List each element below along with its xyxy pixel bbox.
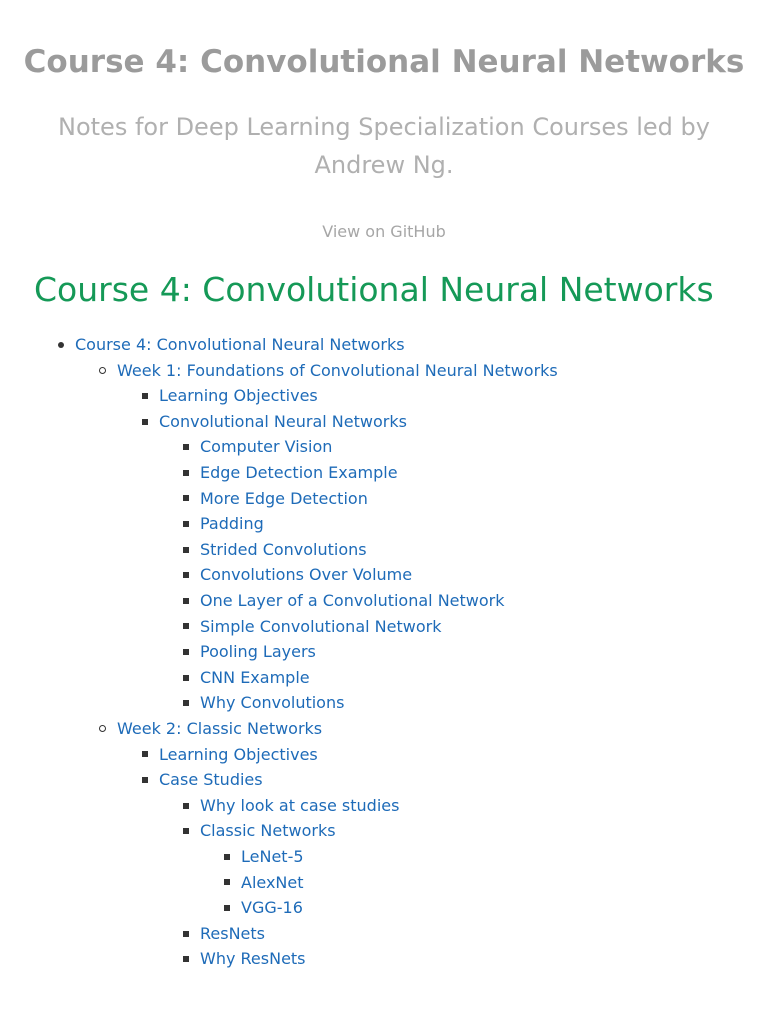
toc-link[interactable]: Why look at case studies — [200, 795, 400, 815]
toc-link[interactable]: ResNets — [200, 923, 265, 943]
toc-link[interactable]: Strided Convolutions — [200, 539, 367, 559]
page-header — [0, 0, 768, 241]
toc-item — [200, 665, 310, 691]
toc-item — [117, 358, 558, 384]
toc-item — [159, 409, 407, 435]
list-bullet — [183, 547, 189, 553]
toc-link[interactable]: Why ResNets — [200, 949, 306, 969]
site-tagline: Notes for Deep Learning Specialization Courses led by Andrew Ng. — [58, 113, 710, 179]
list-bullet — [142, 777, 148, 783]
list-bullet — [142, 419, 148, 425]
toc-item — [159, 742, 318, 768]
toc-link[interactable]: Computer Vision — [200, 437, 333, 457]
toc-link[interactable]: CNN Example — [200, 667, 310, 687]
toc-link[interactable]: LeNet-5 — [241, 847, 304, 866]
list-bullet — [183, 649, 189, 655]
list-bullet — [183, 803, 189, 809]
toc-link[interactable]: One Layer of a Convolutional Network — [200, 591, 505, 610]
list-bullet — [183, 598, 189, 604]
list-bullet — [183, 956, 189, 962]
toc-link[interactable]: Convolutions Over Volume — [200, 565, 413, 585]
toc-item — [200, 486, 368, 512]
toc-item — [200, 511, 264, 537]
toc-link[interactable]: Why Convolutions — [200, 693, 345, 713]
toc-item — [200, 818, 336, 844]
toc-link[interactable]: Week 2: Classic Networks — [117, 719, 323, 738]
list-bullet — [142, 751, 148, 757]
toc-link[interactable]: VGG-16 — [241, 898, 303, 918]
toc-link[interactable]: Pooling Layers — [200, 642, 316, 662]
toc-item — [200, 588, 505, 614]
main-heading: Course 4: Convolutional Neural Networks — [34, 270, 714, 309]
site-title: Course 4: Convolutional Neural Networks — [23, 44, 745, 80]
toc-link[interactable]: Padding — [200, 514, 264, 534]
toc-item — [200, 434, 332, 460]
toc-link[interactable]: More Edge Detection — [200, 488, 368, 508]
toc-item — [200, 639, 316, 665]
toc-link[interactable]: Classic Networks — [200, 821, 336, 841]
list-bullet — [183, 495, 189, 501]
toc-item — [200, 614, 441, 640]
toc-item — [200, 946, 306, 972]
list-bullet — [99, 725, 106, 732]
toc-item — [200, 537, 367, 563]
toc-link[interactable]: Edge Detection Example — [200, 463, 398, 482]
toc-link[interactable]: AlexNet — [241, 872, 304, 892]
toc-item — [117, 716, 322, 742]
toc-item — [200, 921, 265, 947]
toc-item — [200, 460, 398, 486]
list-bullet — [58, 342, 64, 348]
list-bullet — [183, 931, 189, 937]
list-bullet — [183, 572, 189, 578]
list-bullet — [224, 854, 230, 860]
list-bullet — [183, 470, 189, 476]
toc-item — [241, 844, 304, 870]
list-bullet — [224, 905, 230, 911]
toc-item — [241, 895, 303, 921]
list-bullet — [183, 623, 189, 629]
toc-link[interactable]: Learning Objectives — [159, 744, 318, 764]
toc-link[interactable]: Week 1: Foundations of Convolutional Neural Networks — [117, 360, 558, 380]
toc-link[interactable]: Convolutional Neural Networks — [159, 411, 407, 431]
toc-item — [200, 793, 399, 819]
toc-link[interactable]: Case Studies — [159, 770, 263, 790]
list-bullet — [183, 828, 189, 834]
list-bullet — [183, 700, 189, 706]
list-bullet — [224, 879, 230, 885]
toc-item — [159, 383, 318, 409]
toc-link[interactable]: Simple Convolutional Network — [200, 616, 442, 636]
toc-item — [200, 690, 344, 716]
toc-link[interactable]: Course 4: Convolutional Neural Networks — [75, 335, 405, 354]
view-on-github-link[interactable]: View on GitHub — [322, 222, 446, 241]
list-bullet — [99, 367, 106, 374]
list-bullet — [183, 444, 189, 450]
list-bullet — [183, 521, 189, 527]
toc-link[interactable]: Learning Objectives — [159, 386, 318, 406]
toc-item — [200, 562, 412, 588]
list-bullet — [142, 393, 148, 399]
toc-item — [75, 332, 405, 358]
list-bullet — [183, 675, 189, 681]
toc-item — [159, 767, 263, 793]
toc-item — [241, 870, 304, 896]
